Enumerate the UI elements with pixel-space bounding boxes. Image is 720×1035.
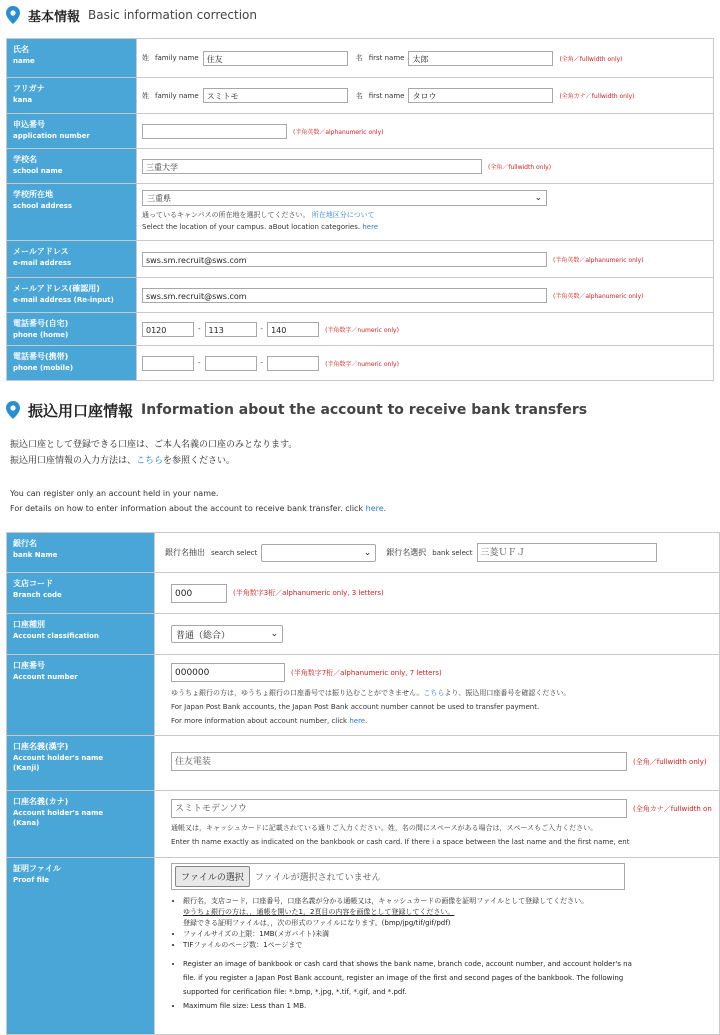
- school-note: (全角／fullwidth only): [488, 163, 552, 171]
- list-item: 登録できる証明ファイルは，，次の形式のファイルになります。(bmp/jpg/tif/gif/pdf): [183, 919, 451, 927]
- row-proof-file: [7, 858, 720, 1035]
- account-number-help-ja: ゆうちょ銀行の方は，ゆうちょ銀行の口座番号では振り込むことができません。: [171, 689, 424, 697]
- row-phone-home: [7, 313, 714, 346]
- note-line: file. if you register a Japan Post Bank account, register an image of the first and second pages of the bankbook. The following: [183, 974, 624, 982]
- label-proof-file: [7, 858, 155, 1035]
- label-holder-kana: [7, 791, 155, 858]
- holder-kanji-note: (全角／fullwidth only): [633, 757, 707, 766]
- label-en: (Kanji): [13, 764, 40, 772]
- email-confirm-note: (半角英数／alphanumeric only): [553, 292, 644, 300]
- school-address-value: 三重県: [147, 193, 171, 203]
- family-name-input[interactable]: 住友: [203, 51, 348, 66]
- row-classification: [7, 614, 720, 655]
- first-name-input[interactable]: 太郎: [408, 51, 553, 66]
- bank-search-label-en: search select: [211, 548, 258, 557]
- school-address-help-en: Select the location of your campus. aBout location categories.: [142, 223, 361, 231]
- label-en: Account number: [13, 673, 78, 681]
- email-note: (半角英数／alphanumeric only): [553, 256, 644, 264]
- label-en: Proof file: [13, 876, 50, 884]
- holder-kana-note: (全角カナ／fullwidth on: [633, 804, 712, 813]
- first-name-label: first name: [368, 91, 405, 100]
- label-en: phone (home): [13, 331, 69, 339]
- bank-info-header: [6, 398, 587, 422]
- label-ja: 口座名義(カナ): [13, 797, 69, 806]
- label-bank-name: [7, 533, 155, 573]
- phone-home-part1[interactable]: 0120: [142, 322, 194, 337]
- proof-notes-ja: [171, 896, 714, 951]
- label-email: [7, 241, 137, 278]
- phone-home-part3[interactable]: 140: [267, 322, 319, 337]
- row-name: [7, 39, 714, 78]
- label-ja: 銀行名: [13, 539, 37, 548]
- intro-text: .: [383, 504, 387, 513]
- note-line: supported for cerification file: *.bmp, *.jpg, *.tif, *.gif, and *.pdf.: [183, 988, 407, 996]
- note-line: Register an image of bankbook or cash card that shows the bank name, branch code, account number, and account holder's na: [183, 960, 632, 968]
- account-number-help-en-1: For Japan Post Bank accounts, the Japan Post Bank account number cannot be used to transfer payment.: [171, 703, 540, 711]
- label-en: name: [13, 57, 35, 65]
- school-address-select[interactable]: [142, 190, 547, 206]
- label-ja: 申込番号: [13, 120, 45, 129]
- account-number-note: (半角数字7桁／alphanumeric only, 7 letters): [291, 668, 442, 677]
- row-email: [7, 241, 714, 278]
- japan-post-link[interactable]: こちら: [423, 689, 445, 697]
- label-en: Account holder's name: [13, 809, 104, 817]
- branch-note: (半角数字3桁／alphanumeric only, 3 letters): [233, 589, 384, 597]
- chevron-down-icon: ⌄: [534, 193, 542, 203]
- label-phone-mobile: [7, 346, 137, 381]
- phone-separator: -: [260, 359, 264, 367]
- label-ja: 証明ファイル: [13, 864, 61, 873]
- list-item: ゆうちょ銀行の方は，，通帳を開いた1，2頁目の内容を画像として登録してください。: [183, 908, 455, 916]
- kana-note: (全角カナ／fullwidth only): [559, 93, 635, 100]
- proof-file-input[interactable]: [171, 863, 625, 890]
- row-school: [7, 149, 714, 184]
- intro-text: を参照ください。: [163, 456, 236, 466]
- bank-guide-link[interactable]: こちら: [136, 456, 164, 466]
- label-ja: 支店コード: [13, 579, 53, 588]
- label-ja: 口座名義(漢字): [13, 742, 69, 751]
- label-ja: フリガナ: [13, 84, 45, 93]
- bank-guide-here-link[interactable]: here: [365, 504, 384, 513]
- bank-intro-ja-2: [10, 454, 235, 469]
- account-number-help-ja: より、振込用口座番号を確認ください。: [444, 689, 571, 697]
- sei-label: 姓: [142, 54, 149, 62]
- label-phone-home: [7, 313, 137, 346]
- label-en: application number: [13, 132, 90, 140]
- label-account-number: [7, 655, 155, 736]
- row-holder-kanji: [7, 736, 720, 791]
- holder-kana-help-en: Enter th name exactly as indicated on the bankbook or cash card. If there i a space between the last name and the first name, ent: [171, 838, 630, 846]
- branch-code-input[interactable]: 000: [171, 584, 227, 603]
- label-name: [7, 39, 137, 78]
- basic-title-ja: 基本情報: [28, 9, 81, 25]
- label-school-address: [7, 184, 137, 241]
- row-application: [7, 114, 714, 149]
- bank-search-label-ja: 銀行名抽出: [165, 548, 205, 557]
- school-address-help-ja: 通っているキャンパスの所在地を選択してください。: [142, 211, 310, 219]
- label-branch: [7, 573, 155, 614]
- holder-kana-input[interactable]: スミトモデンソウ: [171, 799, 627, 818]
- holder-kanji-input[interactable]: 住友電装: [171, 752, 627, 771]
- label-en: (Kana): [13, 819, 40, 827]
- bank-select-input[interactable]: 三菱ＵＦＪ: [477, 543, 657, 562]
- phone-mobile-part2[interactable]: [205, 356, 257, 371]
- label-ja: 電話番号(自宅): [13, 319, 69, 328]
- label-en: e-mail address: [13, 259, 72, 267]
- classification-value: 普通（総合）: [176, 630, 231, 641]
- row-branch: [7, 573, 720, 614]
- label-classification: [7, 614, 155, 655]
- bank-select-label-ja: 銀行名選択: [386, 548, 427, 557]
- holder-kana-help-ja: 通帳又は，キャッシュカードに記載されている通りご入力ください。姓，名の間にスペースがある場合は，スペースもご入力ください。: [171, 824, 598, 832]
- bank-title-ja: 振込用口座情報: [28, 401, 134, 420]
- row-phone-mobile: [7, 346, 714, 381]
- file-status: ファイルが選択されていません: [254, 873, 381, 883]
- phone-separator: -: [260, 325, 264, 333]
- row-bank-name: [7, 533, 720, 573]
- phone-home-note: (半角数字／numeric only): [325, 326, 399, 334]
- label-holder-kanji: [7, 736, 155, 791]
- label-ja: 口座番号: [13, 661, 45, 670]
- account-number-help-en-2: .: [365, 717, 368, 725]
- label-en: Branch code: [13, 591, 62, 599]
- label-ja: 電話番号(携帯): [13, 352, 69, 361]
- label-en: kana: [13, 96, 33, 104]
- label-en: school name: [13, 167, 63, 175]
- list-item: • Maximum file size: Less than 1 MB.: [183, 999, 714, 1013]
- family-kana-input[interactable]: スミトモ: [203, 88, 348, 103]
- bank-info-table: [6, 532, 720, 1035]
- phone-mobile-part3[interactable]: [267, 356, 319, 371]
- row-school-address: [7, 184, 714, 241]
- label-kana: [7, 78, 137, 114]
- location-pin-icon: [6, 6, 20, 24]
- bank-title-en: Information about the account to receive bank transfers: [141, 402, 588, 418]
- chevron-down-icon: ⌄: [270, 629, 278, 639]
- label-ja: 口座種別: [13, 620, 45, 629]
- row-holder-kana: [7, 791, 720, 858]
- basic-title-en: Basic information correction: [88, 8, 257, 22]
- account-classification-select[interactable]: [171, 625, 283, 643]
- list-item: • ファイルサイズの上限：1MB(メガバイト)未満: [183, 929, 714, 940]
- label-ja: 学校名: [13, 155, 37, 164]
- label-en: school address: [13, 202, 73, 210]
- location-pin-icon: [6, 401, 20, 419]
- basic-info-header: [6, 4, 257, 26]
- mei-label: 名: [355, 91, 363, 100]
- label-ja: 学校所在地: [13, 190, 53, 199]
- label-en: Account holder's name: [13, 754, 104, 762]
- account-number-input[interactable]: 000000: [171, 663, 285, 682]
- mei-label: 名: [355, 54, 363, 62]
- row-kana: [7, 78, 714, 114]
- label-ja: メールアドレス(確認用): [13, 284, 100, 293]
- bank-search-select[interactable]: [261, 544, 376, 562]
- basic-info-table: [6, 38, 714, 381]
- first-kana-input[interactable]: タロウ: [408, 88, 553, 103]
- bank-intro-en-1: You can register only an account held in your name.: [10, 489, 219, 498]
- location-category-link[interactable]: 所在地区分について: [311, 211, 375, 219]
- label-en: phone (mobile): [13, 364, 74, 372]
- account-number-help-en-2: For more information about account number, click: [171, 717, 348, 725]
- intro-text: 振込用口座情報の入力方法は、: [10, 456, 137, 466]
- location-category-here-link[interactable]: here: [362, 223, 379, 231]
- row-account-number: [7, 655, 720, 736]
- application-note: (半角英数／alphanumeric only): [293, 128, 384, 136]
- label-ja: 氏名: [13, 45, 29, 54]
- family-name-label: family name: [155, 91, 199, 100]
- label-en: e-mail address (Re-input): [13, 296, 114, 304]
- label-en: bank Name: [13, 551, 58, 559]
- email-confirm-input[interactable]: sws.sm.recruit@sws.com: [142, 288, 547, 303]
- name-note: (全角／fullwidth only): [559, 55, 623, 63]
- choose-file-button[interactable]: ファイルの選択: [175, 866, 250, 887]
- first-name-label: first name: [368, 54, 405, 62]
- family-name-label: family name: [155, 54, 199, 62]
- proof-notes-en: [171, 957, 714, 1013]
- list-item: • 銀行名，支店コード，口座番号，口座名義が分かる通帳又は，キャッシュカードの画像を証明ファイルとして登録してください。: [183, 896, 714, 907]
- intro-text: For details on how to enter information about the account to receive bank transfer. click: [10, 504, 364, 513]
- phone-mobile-note: (半角数字／numeric only): [325, 360, 399, 368]
- row-email-confirm: [7, 278, 714, 313]
- bank-intro-ja-1: 振込口座として登録できる口座は、ご本人名義の口座のみとなります。: [10, 440, 298, 450]
- phone-home-part2[interactable]: 113: [205, 322, 257, 337]
- phone-separator: -: [198, 325, 201, 333]
- label-email-confirm: [7, 278, 137, 313]
- label-en: Account classification: [13, 632, 99, 640]
- phone-separator: -: [198, 359, 201, 367]
- bank-select-label-en: bank select: [432, 548, 473, 557]
- email-input[interactable]: sws.sm.recruit@sws.com: [142, 252, 547, 267]
- bank-intro-en-2: [10, 501, 386, 516]
- label-school: [7, 149, 137, 184]
- list-item: • TIFファイルのページ数：1ページまで: [183, 940, 714, 951]
- label-application: [7, 114, 137, 149]
- label-ja: メールアドレス: [13, 247, 69, 256]
- list-item: [183, 957, 714, 999]
- application-number-input[interactable]: [142, 124, 287, 139]
- chevron-down-icon: ⌄: [363, 547, 372, 558]
- phone-mobile-part1[interactable]: [142, 356, 194, 371]
- school-name-input[interactable]: 三重大学: [142, 159, 482, 174]
- account-number-here-link[interactable]: here: [349, 717, 366, 725]
- sei-label: 姓: [142, 91, 149, 100]
